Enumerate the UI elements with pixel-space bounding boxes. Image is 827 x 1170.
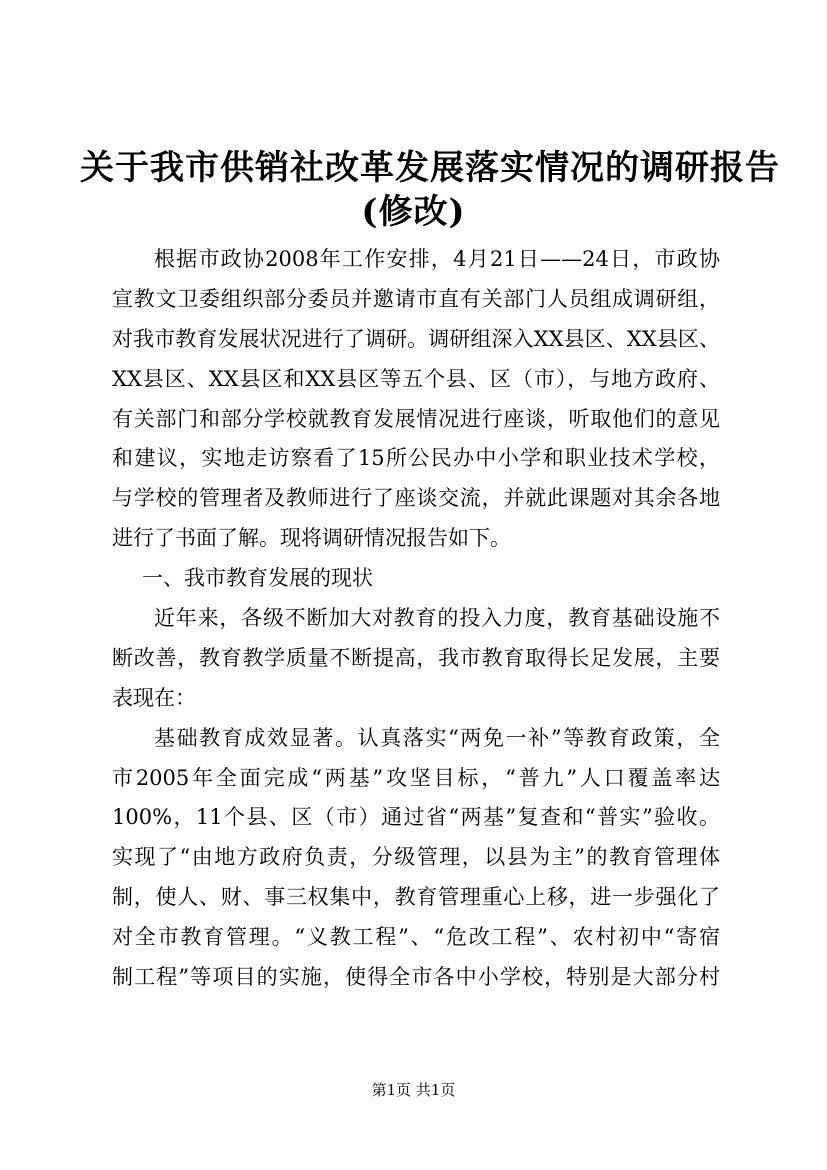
paragraph-line: 和建议，实地走访察看了15所公民办中小学和职业技术学校， bbox=[112, 446, 720, 471]
document-body bbox=[112, 240, 720, 998]
paragraph-line: 对我市教育发展状况进行了调研。调研组深入XX县区、XX县区、 bbox=[112, 326, 720, 351]
paragraph-line: 有关部门和部分学校就教育发展情况进行座谈，听取他们的意见 bbox=[112, 406, 720, 431]
document-title: 关于我市供销社改革发展落实情况的调研报告 bbox=[80, 148, 780, 188]
paragraph-line: 表现在： bbox=[112, 685, 196, 710]
paragraph-line: 对全市教育管理。“义教工程”、“危改工程”、农村初中“寄宿 bbox=[112, 925, 720, 950]
paragraph-line: 市2005年全面完成“两基”攻坚目标，“普九”人口覆盖率达 bbox=[112, 765, 720, 790]
paragraph-line: 实现了“由地方政府负责，分级管理，以县为主”的教育管理体 bbox=[112, 845, 720, 870]
page-number-footer: 第1页 共1页 bbox=[371, 1081, 456, 1099]
paragraph-line: XX县区、XX县区和XX县区等五个县、区（市），与地方政府、 bbox=[112, 366, 720, 391]
paragraph-line: 制工程”等项目的实施，使得全市各中小学校，特别是大部分村 bbox=[112, 965, 720, 990]
paragraph-line: 断改善，教育教学质量不断提高，我市教育取得长足发展，主要 bbox=[112, 645, 720, 670]
section-heading: 一、我市教育发展的现状 bbox=[142, 566, 373, 591]
paragraph-line: 近年来，各级不断加大对教育的投入力度，教育基础设施不 bbox=[154, 606, 720, 631]
document-title-suffix: (修改) bbox=[361, 192, 466, 232]
paragraph-line: 根据市政协2008年工作安排，4月21日——24日，市政协 bbox=[154, 247, 720, 271]
paragraph-line: 与学校的管理者及教师进行了座谈交流，并就此课题对其余各地 bbox=[112, 486, 720, 511]
paragraph-line: 进行了书面了解。现将调研情况报告如下。 bbox=[112, 526, 511, 551]
paragraph-line: 100%，11个县、区（市）通过省“两基”复查和“普实”验收。 bbox=[112, 805, 720, 830]
paragraph-line: 基础教育成效显著。认真落实“两免一补”等教育政策，全 bbox=[154, 725, 720, 750]
paragraph-line: 宣教文卫委组织部分委员并邀请市直有关部门人员组成调研组， bbox=[112, 286, 720, 311]
paragraph-line: 制，使人、财、事三权集中，教育管理重心上移，进一步强化了 bbox=[112, 885, 720, 910]
